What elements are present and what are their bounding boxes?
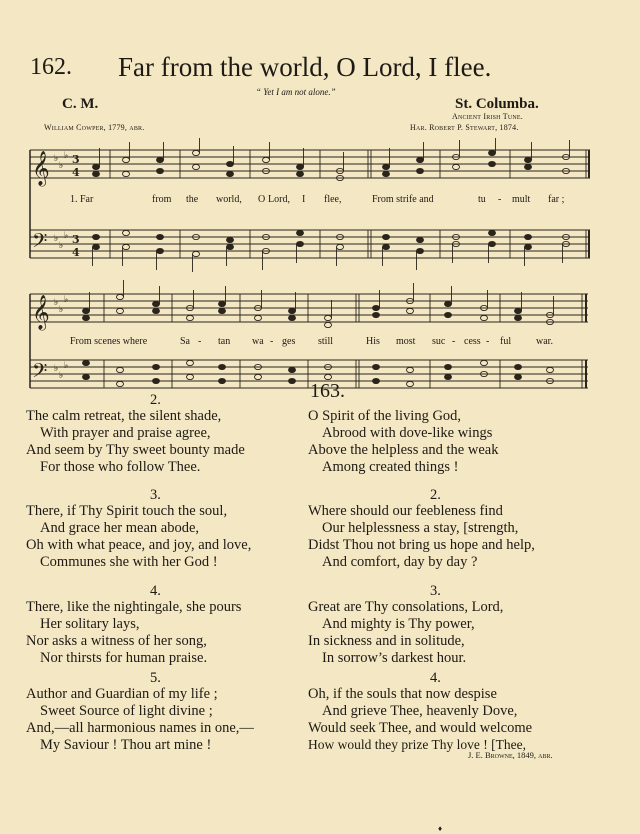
page-ornament: ♦ <box>438 824 443 833</box>
tune-name: St. Columba. <box>455 96 539 112</box>
svg-text:♭: ♭ <box>54 298 59 308</box>
verse-line: Her solitary lays, <box>40 616 140 632</box>
verse-line: In sickness and in solitude, <box>308 633 465 649</box>
verse-line: For those who follow Thee. <box>40 459 201 475</box>
svg-text:𝄞: 𝄞 <box>32 295 50 330</box>
hymn-subtitle: “ Yet I am not alone.” <box>256 87 336 97</box>
hymn-number-163: 163. <box>310 380 345 402</box>
svg-text:♭: ♭ <box>59 161 64 171</box>
verse-number: 3. <box>150 487 161 503</box>
lyric-syllable: tan <box>218 336 231 347</box>
verse-line: There, like the nightingale, she pours <box>26 599 242 615</box>
verse-line: Our helplessness a stay, [strength, <box>322 520 519 536</box>
hymn-title: Far from the world, O Lord, I flee. <box>118 52 492 82</box>
verse-line: Oh with what peace, and joy, and love, <box>26 537 252 553</box>
lyric-syllable: war. <box>536 336 553 347</box>
verse-line: And grace her mean abode, <box>40 520 200 536</box>
lyric-syllable: - <box>452 336 456 347</box>
verse-line: How would they prize Thy love ! [Thee, <box>308 737 526 752</box>
lyric-syllable: still <box>318 336 334 347</box>
lyric-syllable: From scenes where <box>70 336 148 347</box>
harmonizer-credit: Har. Robert P. Stewart, 1874. <box>410 123 519 132</box>
author-credit-163: J. E. Browne, 1849, abr. <box>468 750 553 760</box>
svg-text:♭: ♭ <box>54 234 59 244</box>
lyric-syllable: from <box>152 194 172 205</box>
lyric-syllable: wa <box>252 336 264 347</box>
verse-line: And,—all harmonious names in one,— <box>26 720 254 736</box>
hymn-number: 162. <box>30 54 72 80</box>
lyric-syllable: most <box>396 336 416 347</box>
verse-line: In sorrow’s darkest hour. <box>322 650 467 666</box>
lyric-syllable: 1. Far <box>70 194 94 205</box>
lyric-syllable: I <box>302 194 306 205</box>
lyric-syllable: Lord, <box>268 194 290 205</box>
verse-line: Among created things ! <box>322 459 459 475</box>
svg-text:𝄢: 𝄢 <box>32 359 48 387</box>
verse-line: Didst Thou not bring us hope and help, <box>308 537 535 553</box>
lyric-syllable: world, <box>216 194 242 205</box>
svg-text:♭: ♭ <box>59 371 64 381</box>
lyric-syllable: ful <box>500 336 512 347</box>
svg-text:♭: ♭ <box>54 364 59 374</box>
svg-text:♭: ♭ <box>59 241 64 251</box>
svg-text:♭: ♭ <box>59 305 64 315</box>
verse-line: The calm retreat, the silent shade, <box>26 408 222 424</box>
verse-line: There, if Thy Spirit touch the soul, <box>26 503 228 519</box>
svg-text:3: 3 <box>72 153 80 166</box>
verse-line: And seem by Thy sweet bounty made <box>26 442 245 458</box>
lyric-syllable: ges <box>282 336 296 347</box>
verse-line: Where should our feebleness find <box>308 503 503 519</box>
verse-line: Author and Guardian of my life ; <box>26 686 218 702</box>
lyric-syllable: mult <box>512 194 531 205</box>
verse-line: Great are Thy consolations, Lord, <box>308 599 504 615</box>
svg-text:♭: ♭ <box>54 154 59 164</box>
meter-label: C. M. <box>62 96 99 112</box>
verse-line: Would seek Thee, and would welcome <box>308 720 533 736</box>
svg-text:♭: ♭ <box>64 231 69 241</box>
lyric-syllable: flee, <box>324 194 342 205</box>
lyric-syllable: Sa <box>180 336 190 347</box>
verse-line: And comfort, day by day ? <box>322 554 478 570</box>
verse-line: Abrood with dove-like wings <box>322 425 493 441</box>
lyric-syllable: His <box>366 336 380 347</box>
verse-number: 2. <box>430 487 441 503</box>
svg-text:𝄞: 𝄞 <box>32 151 50 186</box>
svg-text:♭: ♭ <box>64 151 69 161</box>
verse-line: And grieve Thee, heavenly Dove, <box>322 703 518 719</box>
verse-number: 4. <box>430 670 441 686</box>
verse-line: My Saviour ! Thou art mine ! <box>40 737 212 753</box>
verse-line: Communes she with her God ! <box>40 554 218 570</box>
lyric-syllable: - <box>486 336 490 347</box>
verse-number: 3. <box>430 583 441 599</box>
verse-line: Sweet Source of light divine ; <box>40 703 213 719</box>
svg-text:♭: ♭ <box>64 295 69 305</box>
verse-number: 2. <box>150 392 161 408</box>
author-credit: William Cowper, 1779, abr. <box>44 123 145 132</box>
lyric-syllable: suc <box>432 336 446 347</box>
lyric-syllable: - <box>498 194 502 205</box>
svg-text:3: 3 <box>72 233 80 246</box>
lyric-syllable: the <box>186 194 199 205</box>
verse-line: O Spirit of the living God, <box>308 408 462 424</box>
music-system-1 <box>0 138 640 278</box>
verse-line: With prayer and praise agree, <box>40 425 211 441</box>
verse-line: Nor asks a witness of her song, <box>26 633 207 649</box>
lyric-syllable: tu <box>478 194 486 205</box>
lyric-syllable: O <box>258 194 266 205</box>
verse-line: Oh, if the souls that now despise <box>308 686 497 702</box>
svg-text:𝄢: 𝄢 <box>32 229 48 257</box>
verse-number: 4. <box>150 583 161 599</box>
lyric-syllable: - <box>198 336 202 347</box>
verse-line: Above the helpless and the weak <box>308 442 499 458</box>
lyric-syllable: far ; <box>548 194 565 205</box>
svg-text:4: 4 <box>72 166 80 179</box>
verse-line: Nor thirsts for human praise. <box>40 650 208 666</box>
verse-line: And mighty is Thy power, <box>322 616 475 632</box>
svg-text:♭: ♭ <box>64 361 69 371</box>
verse-number: 5. <box>150 670 161 686</box>
lyric-syllable: - <box>270 336 274 347</box>
lyric-syllable: cess <box>464 336 481 347</box>
tune-origin: Ancient Irish Tune. <box>452 112 523 121</box>
lyric-syllable: From strife and <box>372 194 434 205</box>
svg-text:4: 4 <box>72 246 80 259</box>
